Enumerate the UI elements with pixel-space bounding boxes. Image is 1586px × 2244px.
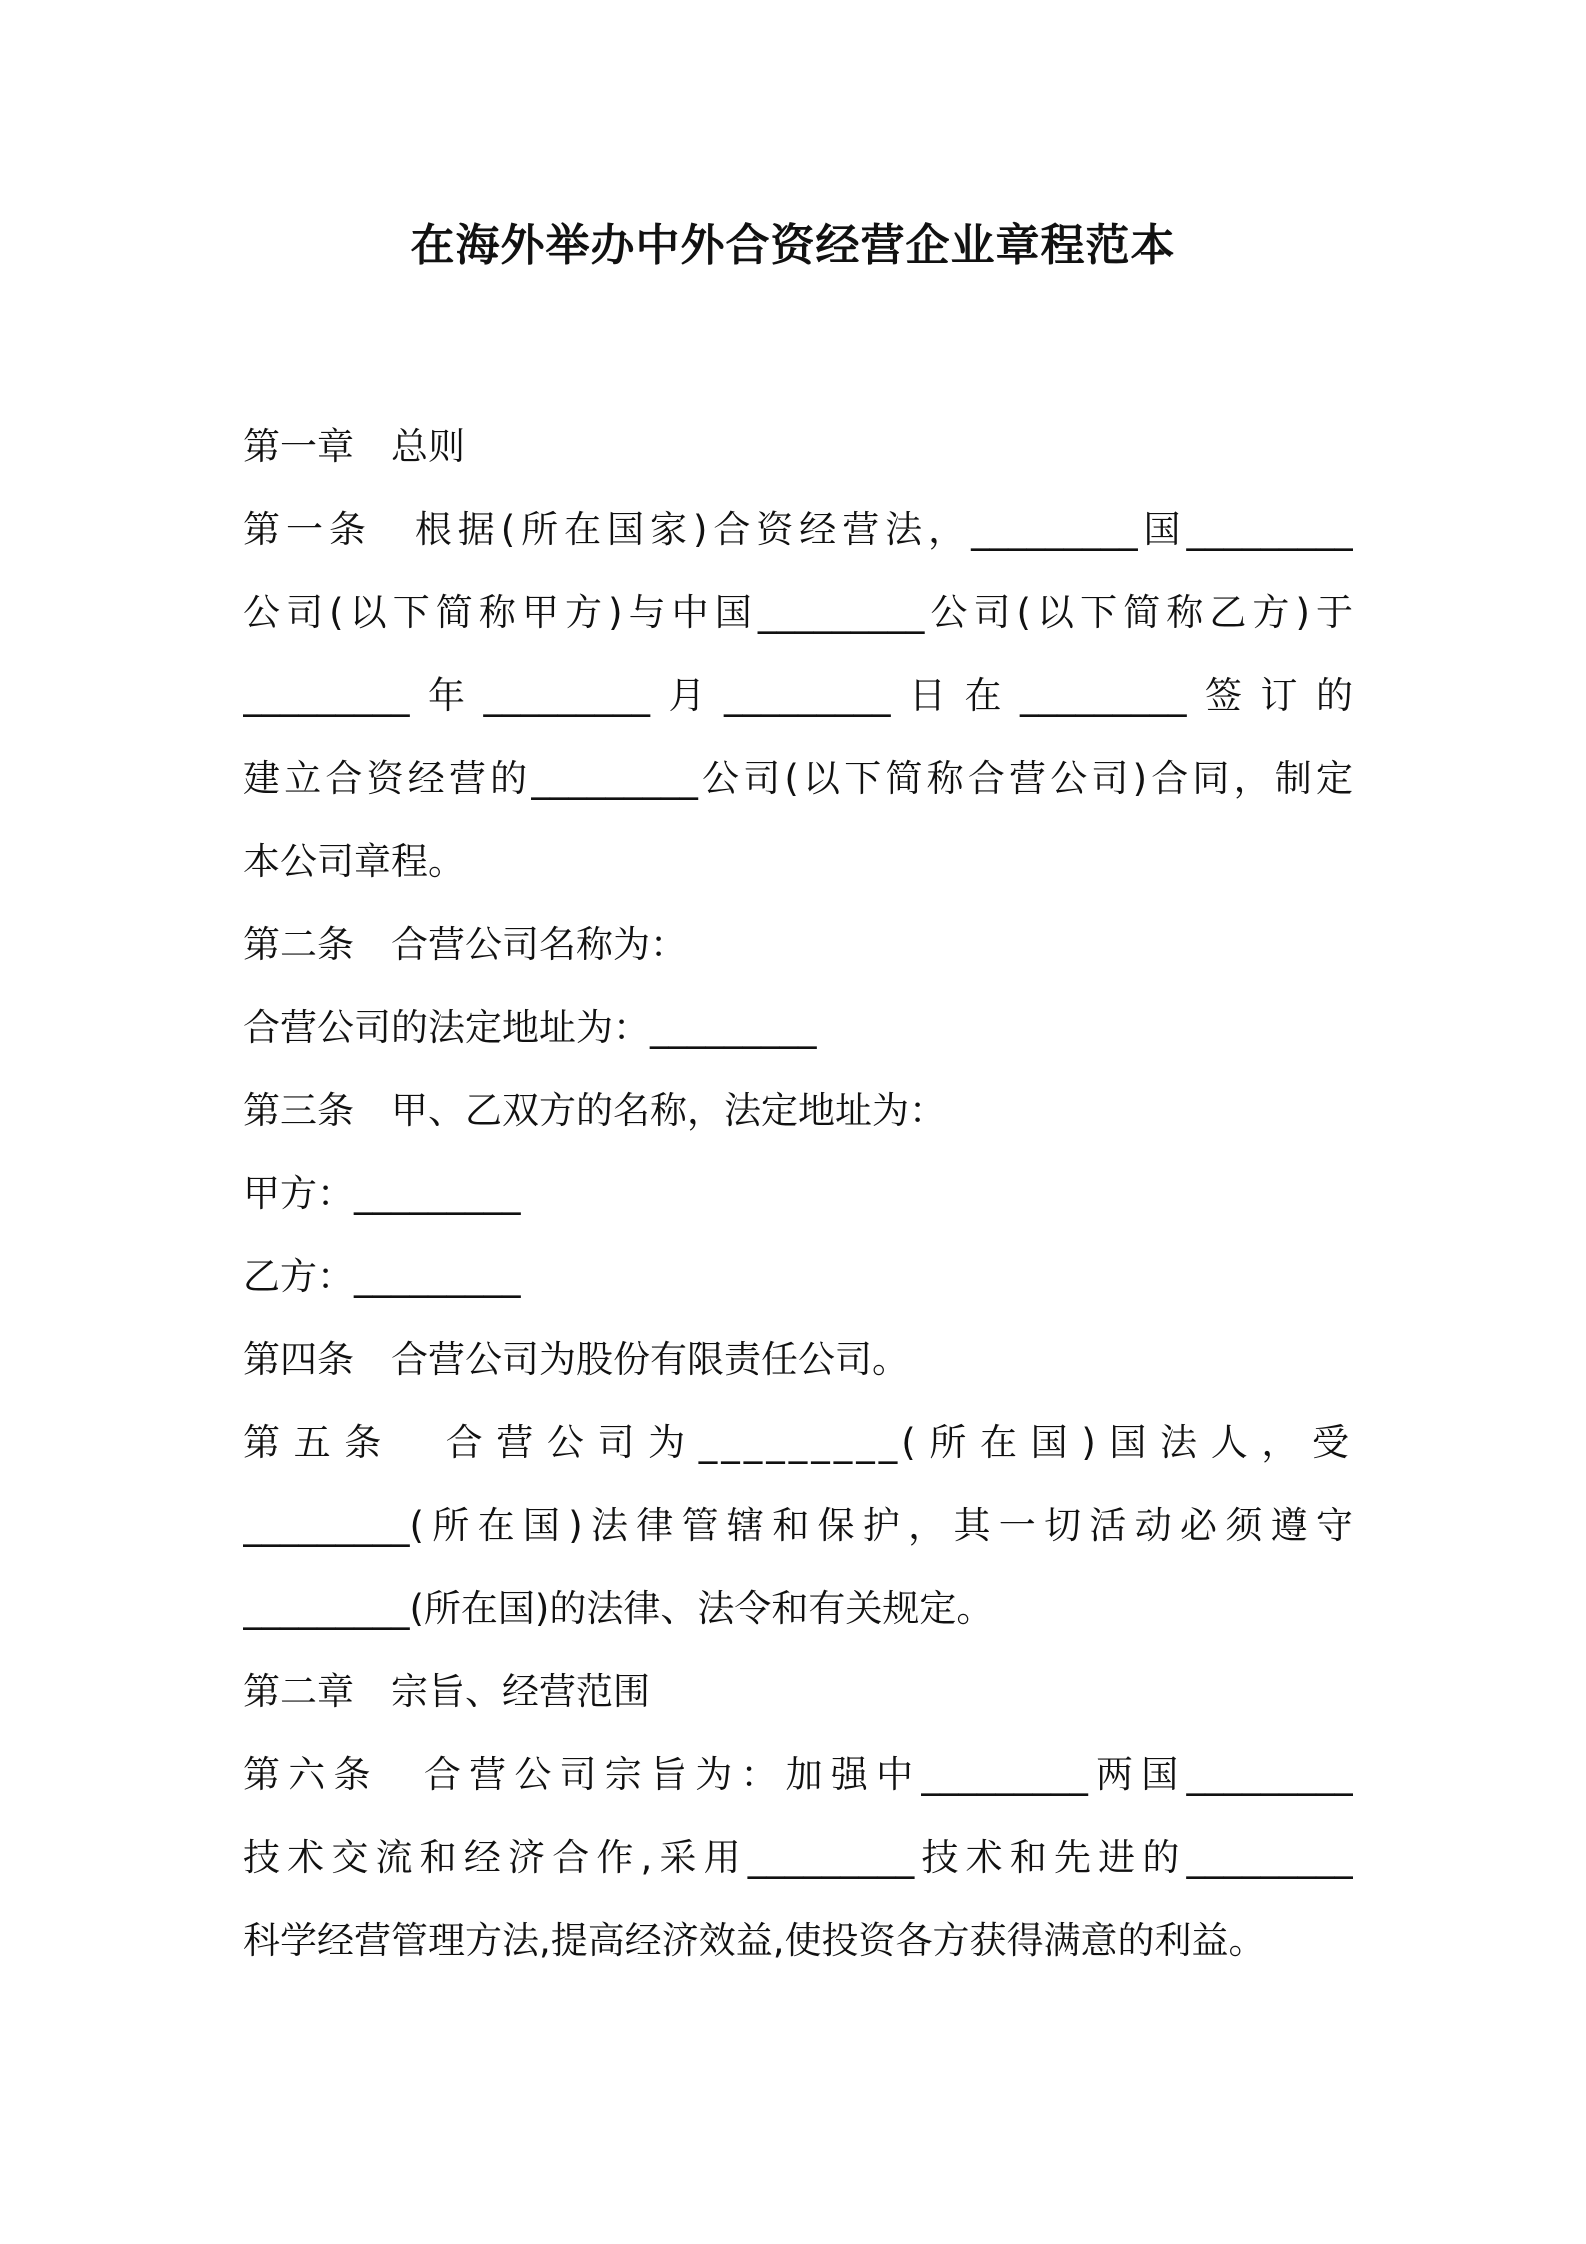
line-text: _________(所在国)法律管辖和保护，其一切活动必须遵守 <box>243 1504 1353 1547</box>
line-text: 第二条 合营公司名称为： <box>243 923 687 966</box>
line-text: 第四条 合营公司为股份有限责任公司。 <box>243 1338 909 1381</box>
article-1-line-1 <box>243 488 1353 571</box>
article-1-line-3 <box>243 654 1353 737</box>
line-text: 第一条 根据(所在国家)合资经营法，_________国_________ <box>243 508 1353 551</box>
line-text: 甲方：_________ <box>243 1172 521 1215</box>
party-a-line <box>243 1152 1353 1235</box>
line-text: 合营公司的法定地址为：_________ <box>243 1006 817 1049</box>
line-text: 第五条 合营公司为_________(所在国)国法人，受 <box>243 1421 1353 1464</box>
line-text: _________年_________月_________日在_________签订的 <box>243 674 1353 717</box>
article-1-line-2 <box>243 571 1353 654</box>
article-5-line-2 <box>243 1484 1353 1567</box>
line-text: _________(所在国)的法律、法令和有关规定。 <box>243 1587 994 1630</box>
chapter-2-heading <box>243 1650 1353 1733</box>
line-text: 乙方：_________ <box>243 1255 521 1298</box>
article-3-line-1 <box>243 1069 1353 1152</box>
line-text: 第六条 合营公司宗旨为：加强中_________两国_________ <box>243 1753 1353 1796</box>
article-6-line-1 <box>243 1733 1353 1816</box>
article-4-line-1 <box>243 1318 1353 1401</box>
article-2-line-1 <box>243 903 1353 986</box>
chapter-1-heading <box>243 405 1353 488</box>
line-text: 公司(以下简称甲方)与中国_________公司(以下简称乙方)于 <box>243 591 1353 634</box>
article-1-line-5 <box>243 820 1353 903</box>
article-6-line-3 <box>243 1899 1353 1982</box>
line-text: 建立合资经营的_________公司(以下简称合营公司)合同，制定 <box>243 757 1353 800</box>
article-5-line-1 <box>243 1401 1353 1484</box>
line-text: 第三条 甲、乙双方的名称，法定地址为： <box>243 1089 946 1132</box>
article-6-line-2 <box>243 1816 1353 1899</box>
document-title: 在海外举办中外合资经营企业章程范本 <box>410 220 1176 271</box>
party-b-line <box>243 1235 1353 1318</box>
line-text: 技术交流和经济合作,采用_________技术和先进的_________ <box>243 1836 1353 1879</box>
article-2-line-2 <box>243 986 1353 1069</box>
article-1-line-4 <box>243 737 1353 820</box>
article-5-line-3 <box>243 1567 1353 1650</box>
line-text: 本公司章程。 <box>243 840 465 883</box>
line-text: 第一章 总则 <box>243 425 465 468</box>
line-text: 科学经营管理方法,提高经济效益,使投资各方获得满意的利益。 <box>243 1919 1266 1962</box>
line-text: 第二章 宗旨、经营范围 <box>243 1670 650 1713</box>
document-body <box>243 405 1353 1982</box>
